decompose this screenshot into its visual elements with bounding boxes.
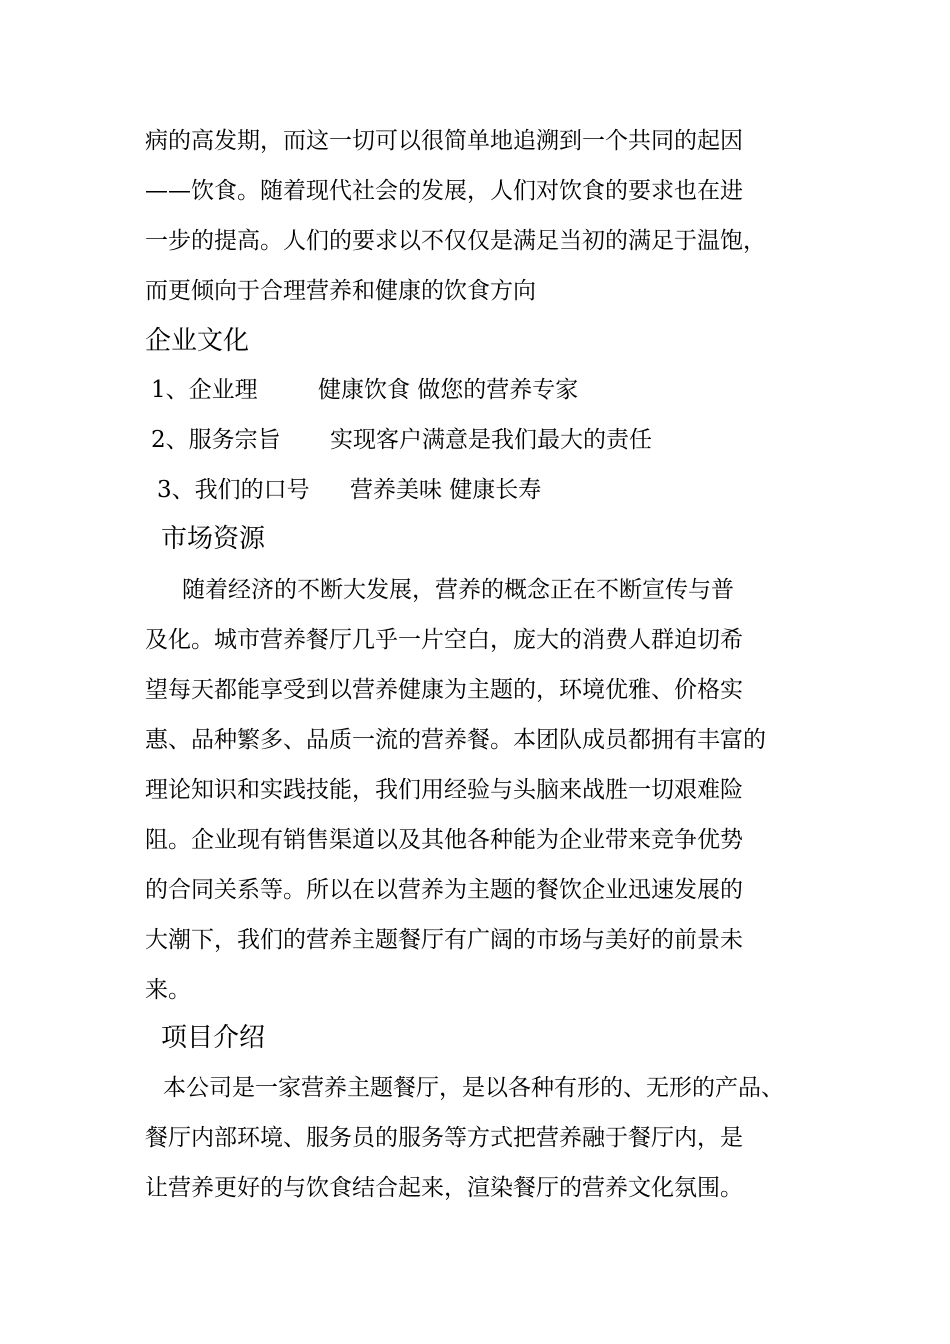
culture-item-value: 健康饮食 做您的营养专家 (318, 377, 579, 403)
culture-heading: 企业文化 (145, 326, 250, 356)
project-heading: 项目介绍 (161, 1023, 266, 1053)
market-line: 随着经济的不断大发展，营养的概念正在不断宣传与普 (182, 577, 734, 603)
culture-item-value: 实现客户满意是我们最大的责任 (330, 427, 652, 453)
market-line: 的合同关系等。所以在以营养为主题的餐饮企业迅速发展的 (145, 877, 743, 903)
market-line: 理论知识和实践技能，我们用经验与头脑来战胜一切艰难险 (145, 777, 743, 803)
project-line: 让营养更好的与饮食结合起来，渲染餐厅的营养文化氛围。 (145, 1175, 743, 1201)
market-line: 惠、品种繁多、品质一流的营养餐。本团队成员都拥有丰富的 (145, 727, 766, 753)
intro-line: 一步的提高。人们的要求以不仅仅是满足当初的满足于温饱， (145, 228, 766, 254)
market-heading: 市场资源 (161, 524, 266, 554)
market-line: 阻。企业现有销售渠道以及其他各种能为企业带来竞争优势 (145, 827, 743, 853)
culture-item-label: 1、企业理 (151, 377, 258, 403)
intro-line: 而更倾向于合理营养和健康的饮食方向 (145, 278, 536, 304)
market-line: 来。 (145, 977, 191, 1003)
culture-item-label: 3、我们的口号 (157, 477, 310, 503)
intro-line: ——饮食。随着现代社会的发展，人们对饮食的要求也在进 (145, 178, 743, 204)
culture-item-value: 营养美味 健康长寿 (350, 477, 542, 503)
intro-line: 病的高发期，而这一切可以很简单地追溯到一个共同的起因 (145, 128, 743, 154)
project-line: 本公司是一家营养主题餐厅，是以各种有形的、无形的产品、 (163, 1075, 784, 1101)
market-line: 及化。城市营养餐厅几乎一片空白，庞大的消费人群迫切希 (145, 627, 743, 653)
market-line: 大潮下，我们的营养主题餐厅有广阔的市场与美好的前景未 (145, 927, 743, 953)
project-line: 餐厅内部环境、服务员的服务等方式把营养融于餐厅内，是 (145, 1125, 743, 1151)
market-line: 望每天都能享受到以营养健康为主题的，环境优雅、价格实 (145, 677, 743, 703)
culture-item-label: 2、服务宗旨 (151, 427, 281, 453)
